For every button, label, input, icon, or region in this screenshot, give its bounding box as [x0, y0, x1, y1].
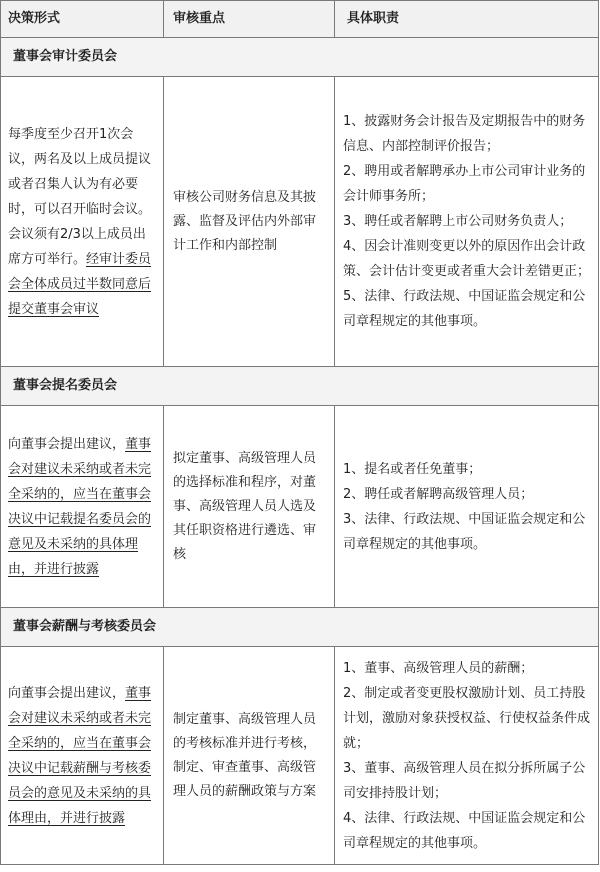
list-item: 4、法律、行政法规、中国证监会规定和公司章程规定的其他事项。: [343, 810, 586, 851]
list-item: 2、制定或者变更股权激励计划、员工持股计划，激励对象获授权益、行使权益条件成就；: [343, 685, 591, 751]
decision-underlined-text: 经审计委员会全体成员过半数同意后提交董事会审议: [8, 251, 152, 317]
list-item: 2、聘用或者解聘承办上市公司审计业务的会计师事务所；: [343, 164, 586, 204]
section-title-compensation: 董事会薪酬与考核委员会: [1, 608, 599, 647]
header-decision-form: 决策形式: [1, 1, 164, 38]
section-title-row: [1, 367, 599, 406]
section-title-audit: 董事会审计委员会: [1, 38, 599, 77]
decision-underlined-text: 董事会对建议未采纳或者未完全采纳的，应当在董事会决议中记载提名委员会的意见及未采纳的具体理由，并进行披露: [8, 436, 152, 577]
focus-cell: 拟定董事、高级管理人员的选择标准和程序，对董事、高级管理人员人选及其任职资格进行遴选、审核: [164, 406, 335, 608]
header-duties: 具体职责: [335, 1, 599, 38]
duties-cell: [335, 77, 599, 367]
decision-underlined-text: 董事会对建议未采纳或者未完全采纳的，应当在董事会决议中记载薪酬与考核委员会的意见及未采纳的具体理由，并进行披露: [8, 685, 152, 826]
list-item: 2、聘任或者解聘高级管理人员；: [343, 486, 534, 502]
decision-text: 向董事会提出建议，: [8, 685, 126, 701]
table-row: [1, 647, 599, 865]
focus-cell: 制定董事、高级管理人员的考核标准并进行考核，制定、审查董事、高级管理人员的薪酬政策与方案: [164, 647, 335, 865]
list-item: 3、法律、行政法规、中国证监会规定和公司章程规定的其他事项。: [343, 511, 586, 552]
list-item: 1、提名或者任免董事；: [343, 461, 482, 477]
duties-cell: [335, 647, 599, 865]
list-item: 3、董事、高级管理人员在拟分拆所属子公司安排持股计划；: [343, 760, 586, 801]
table-row: [1, 406, 599, 608]
focus-cell: 审核公司财务信息及其披露、监督及评估内外部审计工作和内部控制: [164, 77, 335, 367]
decision-cell: [1, 77, 164, 367]
duties-cell: [335, 406, 599, 608]
decision-cell: [1, 406, 164, 608]
table-header-row: [1, 1, 599, 38]
section-title-row: [1, 608, 599, 647]
header-review-focus: 审核重点: [164, 1, 335, 38]
list-item: 1、披露财务会计报告及定期报告中的财务信息、内部控制评价报告；: [343, 114, 586, 154]
table-row: [1, 77, 599, 367]
list-item: 1、董事、高级管理人员的薪酬；: [343, 660, 534, 676]
list-item: 5、法律、行政法规、中国证监会规定和公司章程规定的其他事项。: [343, 289, 586, 329]
section-title-nomination: 董事会提名委员会: [1, 367, 599, 406]
list-item: 3、聘任或者解聘上市公司财务负责人；: [343, 214, 573, 229]
decision-text: 向董事会提出建议，: [8, 436, 126, 452]
section-title-row: [1, 38, 599, 77]
decision-text: 每季度至少召开1次会议，两名及以上成员提议或者召集人认为有必要时，可以召开临时会议。会议须有2/3以上成员出席方可举行。: [8, 126, 152, 267]
decision-cell: [1, 647, 164, 865]
list-item: 4、因会计准则变更以外的原因作出会计政策、会计估计变更或者重大会计差错更正；: [343, 239, 591, 279]
